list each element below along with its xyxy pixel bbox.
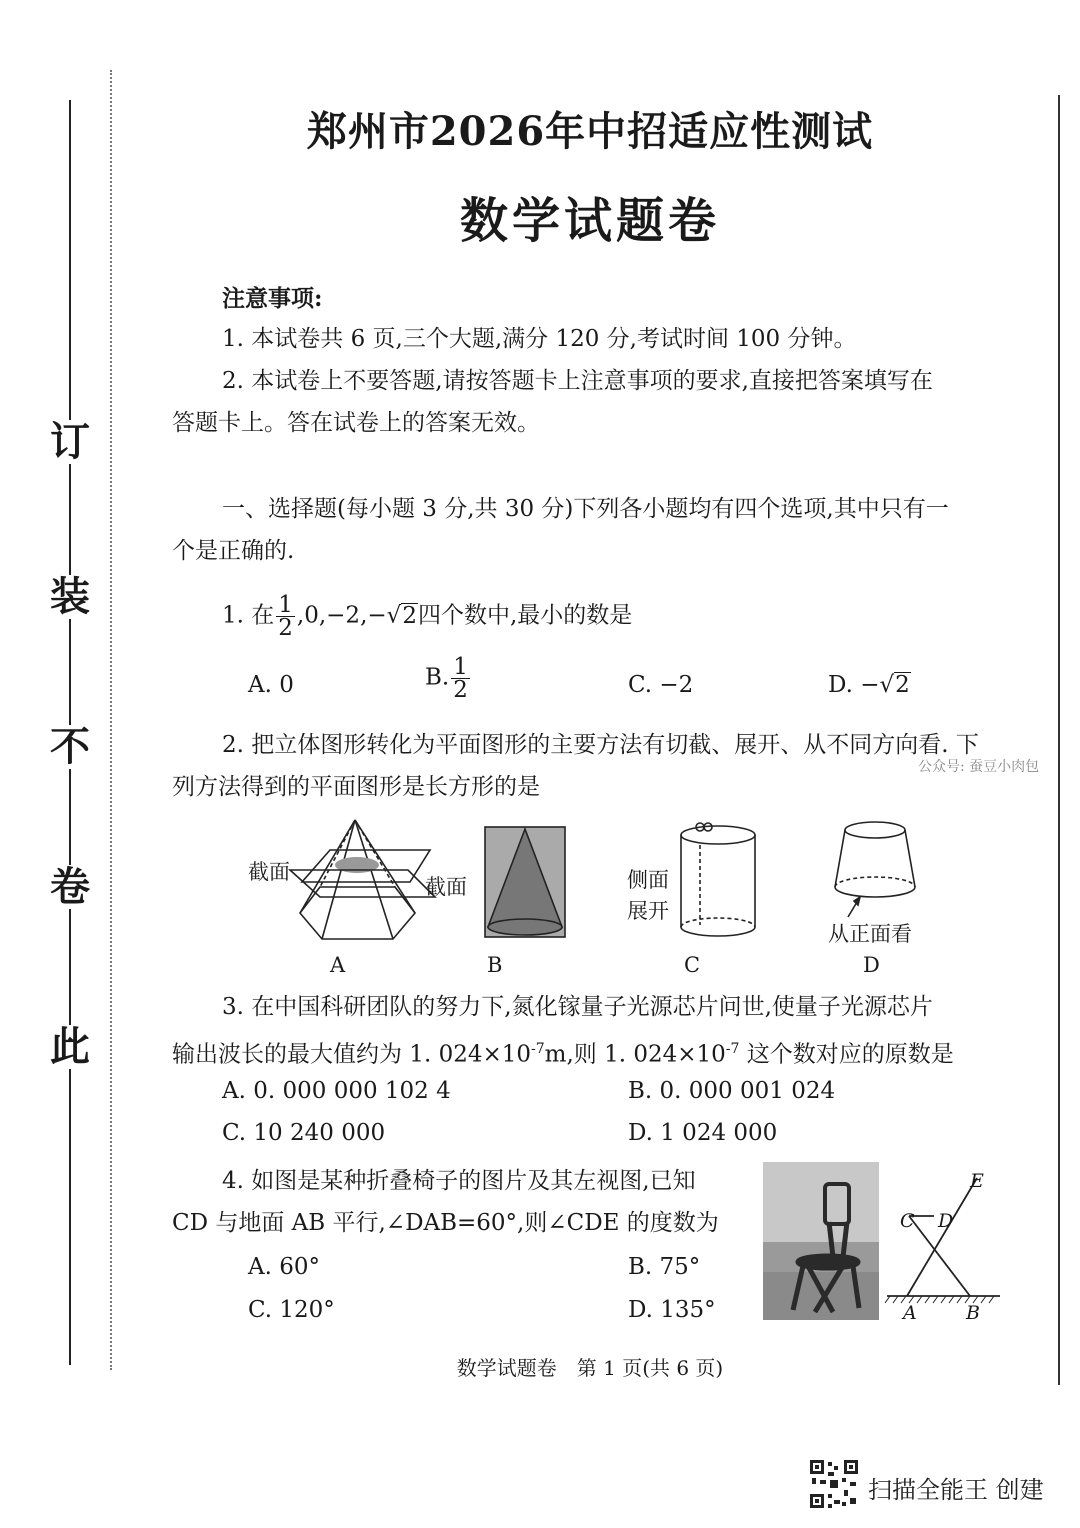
q1-option-c: C. −2 <box>628 672 694 698</box>
binding-dotted-line <box>110 70 112 1370</box>
note-item-2-line-1: 2. 本试卷上不要答题,请按答题卡上注意事项的要求,直接把答案填写在 <box>222 368 933 394</box>
question-2-line-2: 列方法得到的平面图形是长方形的是 <box>172 774 540 800</box>
fig-a-label: 截面 <box>248 860 290 884</box>
q4-option-c: C. 120° <box>248 1297 335 1323</box>
q3-option-c: C. 10 240 000 <box>222 1120 386 1146</box>
figure-c-cylinder <box>681 823 755 936</box>
note-item-2-line-2: 答题卡上。答在试卷上的答案无效。 <box>172 410 540 436</box>
notes-heading: 注意事项: <box>222 285 323 312</box>
qr-code-icon <box>808 1458 860 1510</box>
point-b: B <box>966 1302 980 1324</box>
chair-photo <box>763 1162 879 1320</box>
note-item-1: 1. 本试卷共 6 页,三个大题,满分 120 分,考试时间 100 分钟。 <box>222 326 857 352</box>
fig-caption-d: D <box>863 953 880 977</box>
question-3-line-2: 输出波长的最大值约为 1. $024\times 10^{-7}m$,则 1. $024\times 10^{-7}$ 这个数对应的原数是 <box>172 1041 954 1068</box>
question-4-line-2: CD 与地面 AB 平行,∠DAB=60°,则∠CDE 的度数为 <box>172 1210 719 1236</box>
fraction: $\frac{1}{2}$ <box>278 592 293 641</box>
right-border-line <box>1058 95 1060 1385</box>
point-e: E <box>970 1170 984 1192</box>
q4-option-d: D. 135° <box>628 1297 716 1323</box>
question-1-stem: 1. 在 $\frac{1}{2}$ ,0,−2,−√2四个数中,最小的数是 <box>222 592 633 641</box>
fig-c-label-1: 侧面 <box>627 868 669 892</box>
q1-option-a: A. 0 <box>248 672 294 698</box>
fig-caption-a: A <box>330 953 346 977</box>
point-c: C <box>900 1210 915 1232</box>
fig-d-label: 从正面看 <box>828 922 912 946</box>
scanner-label: 扫描全能王 创建 <box>868 1476 1044 1504</box>
q1-option-d: D. −√2 <box>828 672 910 698</box>
question-3-line-1: 3. 在中国科研团队的努力下,氮化镓量子光源芯片问世,使量子光源芯片 <box>222 994 933 1020</box>
figure-d-frustum <box>835 822 915 917</box>
binding-char-5: 此 <box>50 1023 90 1070</box>
paper-subtitle: 数学试题卷 <box>459 193 720 249</box>
q1-option-b: B. $\frac{1}{2}$ <box>425 654 468 703</box>
fig-caption-c: C <box>684 953 701 977</box>
q3-option-d: D. 1 024 000 <box>628 1120 778 1146</box>
sqrt-sign: √ <box>386 602 402 629</box>
binding-char-4: 卷 <box>50 863 90 910</box>
fig-b-label: 截面 <box>425 875 467 899</box>
fig-c-label-2: 展开 <box>627 899 669 923</box>
fig-caption-b: B <box>487 953 503 977</box>
section-1-heading-line-2: 个是正确的. <box>172 538 295 564</box>
page-footer: 数学试题卷 第 1 页(共 6 页) <box>456 1356 724 1380</box>
exam-title: 郑州市2026年中招适应性测试 <box>306 108 874 155</box>
binding-char-3: 不 <box>50 723 90 770</box>
section-1-heading-line-1: 一、选择题(每小题 3 分,共 30 分)下列各小题均有四个选项,其中只有一 <box>222 496 949 522</box>
question-2-line-1: 2. 把立体图形转化为平面图形的主要方法有切截、展开、从不同方向看. 下 <box>222 732 979 758</box>
side-watermark: 公众号: 蚕豆小肉包 <box>918 759 1040 775</box>
q3-option-a: A. 0. 000 000 102 4 <box>222 1078 451 1104</box>
figure-a-pyramid <box>290 820 435 939</box>
binding-char-1: 订 <box>50 418 90 465</box>
binding-char-2: 装 <box>50 573 90 620</box>
point-a: A <box>903 1302 917 1324</box>
q3-option-b: B. 0. 000 001 024 <box>628 1078 836 1104</box>
question-4-line-1: 4. 如图是某种折叠椅子的图片及其左视图,已知 <box>222 1168 696 1194</box>
q4-option-b: B. 75° <box>628 1254 701 1280</box>
point-d: D <box>938 1210 954 1232</box>
q4-side-view-diagram <box>882 1168 1004 1323</box>
figure-b-cone <box>485 827 565 937</box>
q4-option-a: A. 60° <box>248 1254 320 1280</box>
